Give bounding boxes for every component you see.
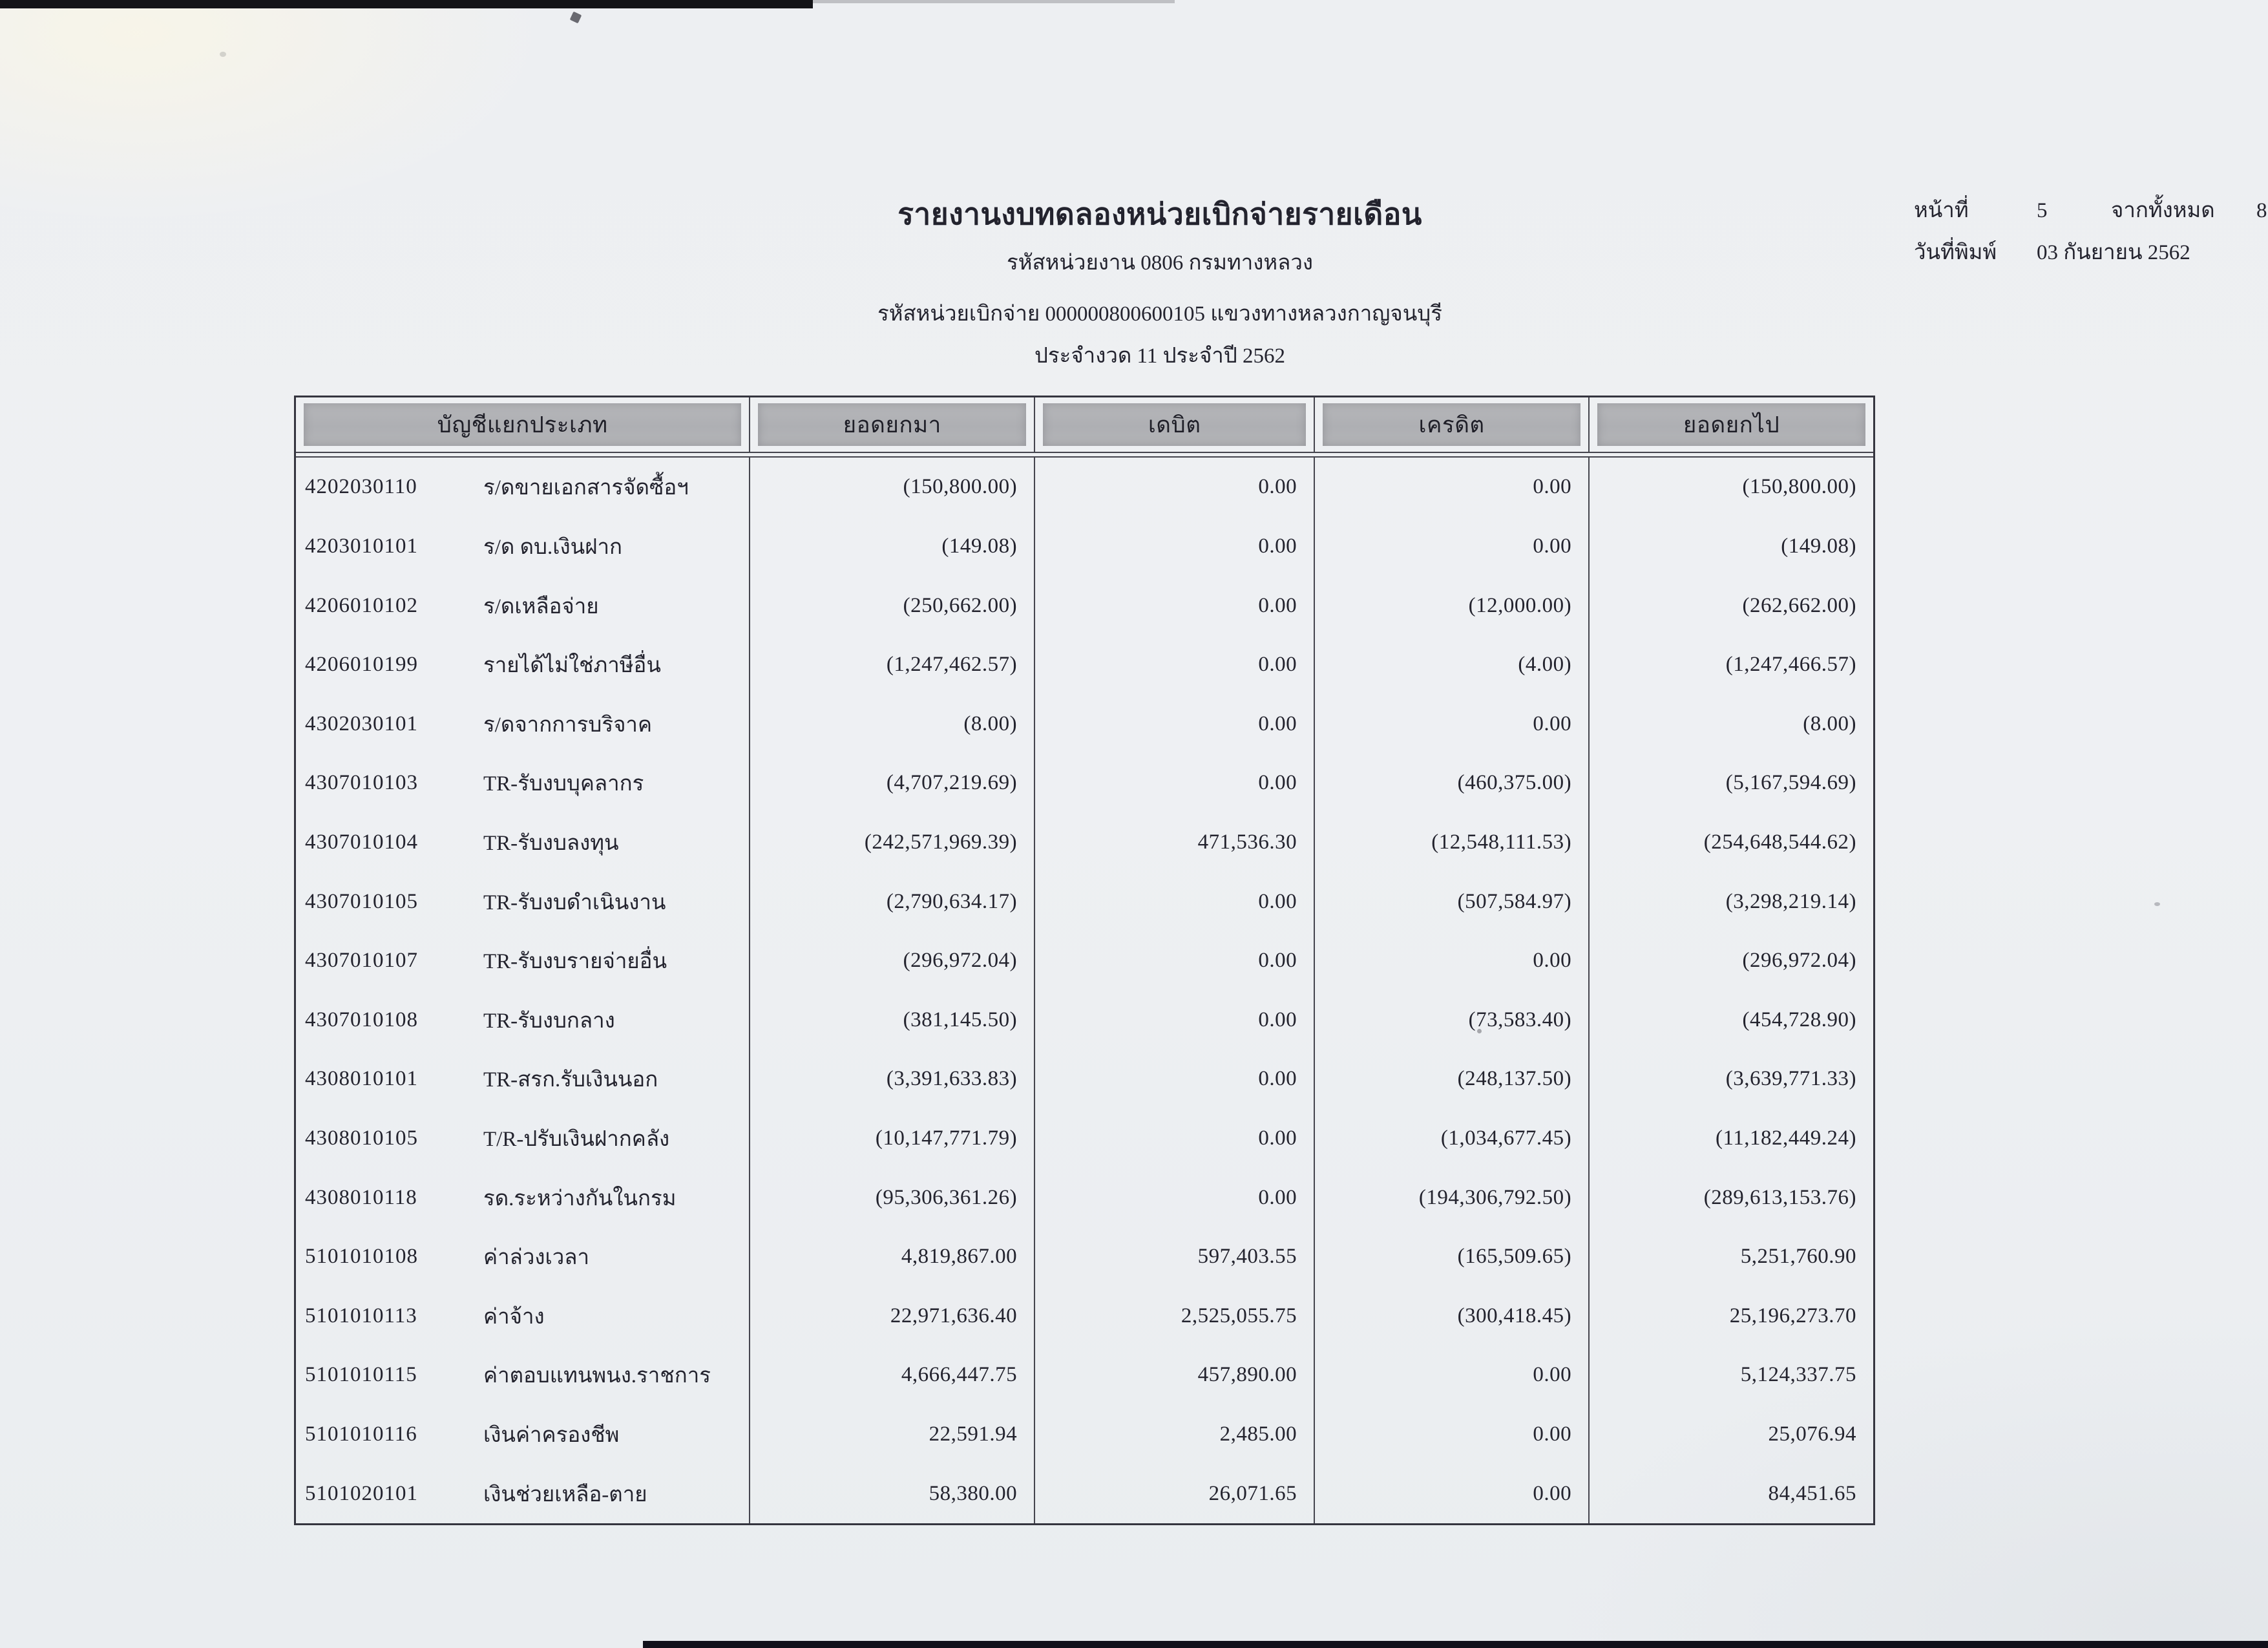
account-code: 5101010113 — [305, 1304, 417, 1327]
credit-cell: (300,418.45) — [1315, 1287, 1590, 1346]
credit-cell: (460,375.00) — [1315, 754, 1590, 813]
account-code: 4307010103 — [305, 771, 418, 795]
account-name: เงินค่าครองชีพ — [483, 1424, 620, 1448]
report-title: รายงานงบทดลองหน่วยเบิกจ่ายรายเดือน — [898, 198, 1422, 231]
page-label: หน้าที่ — [1914, 199, 1969, 222]
debit-cell: 0.00 — [1035, 931, 1315, 991]
column-header-balance — [1590, 397, 1873, 452]
page-info-block — [1914, 193, 2267, 277]
account-code: 4307010108 — [305, 1008, 418, 1031]
trial-balance-table — [294, 396, 1875, 1525]
account-name: TR-รับงบดำเนินงาน — [483, 891, 666, 914]
debit-cell: 0.00 — [1035, 576, 1315, 635]
table-row — [296, 635, 1873, 695]
print-date-label: วันที่พิมพ์ — [1914, 241, 1997, 264]
carry-forward-cell: (242,571,969.39) — [750, 813, 1035, 872]
balance-cell: 25,076.94 — [1768, 1422, 1857, 1446]
disbursement-unit-line: รหัสหน่วยเบิกจ่าย 000000800600105 แขวงทางหลวงกาญจนบุรี — [877, 302, 1442, 326]
account-cell — [296, 1227, 750, 1287]
account-code: 4203010101 — [305, 534, 418, 558]
total-pages-label: จากทั้งหมด — [2111, 199, 2215, 222]
column-header-carry-forward — [750, 397, 1035, 452]
table-row — [296, 517, 1873, 576]
column-header-balance-label: ยอดยกไป — [1597, 403, 1865, 446]
header-double-rule — [296, 453, 1873, 458]
balance-cell: 84,451.65 — [1768, 1481, 1857, 1505]
table-row — [296, 576, 1873, 635]
carry-forward-cell: (149.08) — [750, 517, 1035, 576]
account-code: 5101010116 — [305, 1422, 417, 1446]
account-code: 4308010105 — [305, 1126, 418, 1150]
account-name: TR-รับงบบุคลากร — [483, 772, 644, 796]
debit-cell: 26,071.65 — [1035, 1464, 1315, 1523]
scan-speck — [220, 52, 226, 57]
credit-cell: 0.00 — [1315, 1464, 1590, 1523]
column-header-credit — [1315, 397, 1590, 452]
account-code: 5101020101 — [305, 1481, 418, 1505]
debit-cell: 457,890.00 — [1035, 1346, 1315, 1405]
account-name: TR-รับงบรายจ่ายอื่น — [483, 950, 667, 974]
account-cell — [296, 1346, 750, 1405]
credit-cell: (73,583.40) — [1315, 990, 1590, 1050]
column-header-debit-label: เดบิต — [1043, 403, 1306, 446]
account-name: ร/ดขายเอกสารจัดซื้อฯ — [483, 476, 689, 500]
print-date-row — [1914, 235, 2267, 269]
account-name: รด.ระหว่างกันในกรม — [483, 1187, 677, 1210]
account-name: ร/ด ดบ.เงินฝาก — [483, 535, 622, 559]
carry-forward-cell: (4,707,219.69) — [750, 754, 1035, 813]
carry-forward-cell: 22,591.94 — [750, 1405, 1035, 1464]
credit-cell: (194,306,792.50) — [1315, 1168, 1590, 1227]
credit-cell: 0.00 — [1315, 1346, 1590, 1405]
account-code: 5101010115 — [305, 1363, 417, 1387]
carry-forward-cell: (3,391,633.83) — [750, 1050, 1035, 1109]
carry-forward-cell: (8.00) — [750, 694, 1035, 754]
balance-cell: 25,196,273.70 — [1729, 1304, 1857, 1327]
debit-cell: 0.00 — [1035, 458, 1315, 517]
table-row — [296, 754, 1873, 813]
balance-cell: (11,182,449.24) — [1716, 1126, 1857, 1150]
account-name: เงินช่วยเหลือ-ตาย — [483, 1483, 647, 1506]
account-cell — [296, 1168, 750, 1227]
balance-cell: (254,648,544.62) — [1703, 830, 1857, 854]
account-cell — [296, 635, 750, 695]
column-header-debit — [1035, 397, 1315, 452]
account-cell — [296, 694, 750, 754]
table-row — [296, 813, 1873, 872]
page-number-row — [1914, 193, 2267, 227]
account-cell — [296, 576, 750, 635]
account-cell — [296, 931, 750, 991]
account-name: ร/ดเหลือจ่าย — [483, 595, 599, 618]
debit-cell: 0.00 — [1035, 694, 1315, 754]
table-row — [296, 694, 1873, 754]
period-line: ประจำงวด 11 ประจำปี 2562 — [1034, 344, 1286, 368]
carry-forward-cell: 4,666,447.75 — [750, 1346, 1035, 1405]
table-row — [296, 990, 1873, 1050]
account-code: 4307010104 — [305, 830, 418, 854]
account-cell — [296, 1109, 750, 1168]
account-code: 4308010101 — [305, 1067, 418, 1091]
page-number: 5 — [2037, 199, 2048, 222]
balance-cell: (3,298,219.14) — [1725, 889, 1857, 913]
account-name: ร/ดจากการบริจาค — [483, 713, 653, 737]
scanner-edge-top — [0, 0, 813, 8]
account-cell — [296, 517, 750, 576]
table-row — [296, 1227, 1873, 1287]
balance-cell: (296,972.04) — [1742, 949, 1857, 973]
table-row — [296, 458, 1873, 517]
account-code: 4307010105 — [305, 889, 418, 913]
account-name: TR-รับงบกลาง — [483, 1009, 615, 1033]
credit-cell: (1,034,677.45) — [1315, 1109, 1590, 1168]
debit-cell: 0.00 — [1035, 990, 1315, 1050]
table-row — [296, 1168, 1873, 1227]
balance-cell: (5,167,594.69) — [1725, 771, 1857, 795]
credit-cell: 0.00 — [1315, 1405, 1590, 1464]
account-code: 5101010108 — [305, 1245, 418, 1269]
carry-forward-cell: (2,790,634.17) — [750, 872, 1035, 931]
account-code: 4206010199 — [305, 653, 418, 677]
table-body — [296, 458, 1873, 1523]
account-cell — [296, 458, 750, 517]
credit-cell: (248,137.50) — [1315, 1050, 1590, 1109]
debit-cell: 2,525,055.75 — [1035, 1287, 1315, 1346]
carry-forward-cell: (10,147,771.79) — [750, 1109, 1035, 1168]
account-name: T/R-ปรับเงินฝากคลัง — [483, 1128, 670, 1151]
table-row — [296, 872, 1873, 931]
debit-cell: 2,485.00 — [1035, 1405, 1315, 1464]
column-header-account-label: บัญชีแยกประเภท — [304, 403, 741, 446]
balance-cell: (454,728.90) — [1742, 1008, 1857, 1031]
carry-forward-cell: (150,800.00) — [750, 458, 1035, 517]
column-header-carry-forward-label: ยอดยกมา — [758, 403, 1026, 446]
debit-cell: 0.00 — [1035, 1050, 1315, 1109]
account-code: 4302030101 — [305, 712, 418, 735]
balance-cell: (289,613,153.76) — [1703, 1185, 1857, 1209]
credit-cell: 0.00 — [1315, 517, 1590, 576]
debit-cell: 0.00 — [1035, 754, 1315, 813]
carry-forward-cell: 4,819,867.00 — [750, 1227, 1035, 1287]
debit-cell: 597,403.55 — [1035, 1227, 1315, 1287]
balance-cell: (150,800.00) — [1742, 475, 1857, 499]
table-row — [296, 1109, 1873, 1168]
balance-cell: (8.00) — [1803, 712, 1857, 735]
account-cell — [296, 1405, 750, 1464]
credit-cell: (507,584.97) — [1315, 872, 1590, 931]
table-row — [296, 1464, 1873, 1523]
table-row — [296, 1287, 1873, 1346]
account-code: 4307010107 — [305, 949, 418, 973]
account-cell — [296, 990, 750, 1050]
account-cell — [296, 1287, 750, 1346]
carry-forward-cell: (1,247,462.57) — [750, 635, 1035, 695]
account-cell — [296, 813, 750, 872]
balance-cell: (1,247,466.57) — [1725, 653, 1857, 677]
credit-cell: 0.00 — [1315, 931, 1590, 991]
balance-cell: 5,124,337.75 — [1740, 1363, 1857, 1387]
table-row — [296, 1050, 1873, 1109]
debit-cell: 0.00 — [1035, 872, 1315, 931]
carry-forward-cell: (381,145.50) — [750, 990, 1035, 1050]
debit-cell: 0.00 — [1035, 517, 1315, 576]
account-cell — [296, 1050, 750, 1109]
account-name: รายได้ไม่ใช่ภาษีอื่น — [483, 654, 661, 678]
balance-cell: (262,662.00) — [1742, 593, 1857, 617]
balance-cell: (149.08) — [1781, 534, 1857, 558]
table-row — [296, 1346, 1873, 1405]
carry-forward-cell: (95,306,361.26) — [750, 1168, 1035, 1227]
table-row — [296, 931, 1873, 991]
credit-cell: 0.00 — [1315, 694, 1590, 754]
credit-cell: (165,509.65) — [1315, 1227, 1590, 1287]
carry-forward-cell: 22,971,636.40 — [750, 1287, 1035, 1346]
carry-forward-cell: (296,972.04) — [750, 931, 1035, 991]
account-name: TR-สรก.รับเงินนอก — [483, 1068, 658, 1092]
credit-cell: 0.00 — [1315, 458, 1590, 517]
debit-cell: 0.00 — [1035, 1168, 1315, 1227]
account-cell — [296, 872, 750, 931]
agency-code-line: รหัสหน่วยงาน 0806 กรมทางหลวง — [1007, 251, 1313, 275]
table-header-row — [296, 397, 1873, 453]
print-date: 03 กันยายน 2562 — [2037, 241, 2190, 264]
balance-cell: 5,251,760.90 — [1740, 1245, 1857, 1269]
account-name: TR-รับงบลงทุน — [483, 831, 619, 855]
account-name: ค่าล่วงเวลา — [483, 1246, 590, 1270]
account-name: ค่าจ้าง — [483, 1305, 545, 1329]
credit-cell: (12,548,111.53) — [1315, 813, 1590, 872]
account-cell — [296, 1464, 750, 1523]
table-row — [296, 1405, 1873, 1464]
debit-cell: 471,536.30 — [1035, 813, 1315, 872]
account-code: 4202030110 — [305, 475, 417, 499]
debit-cell: 0.00 — [1035, 635, 1315, 695]
scan-speck — [570, 12, 582, 24]
scanner-edge-bottom — [643, 1641, 2268, 1648]
carry-forward-cell: 58,380.00 — [750, 1464, 1035, 1523]
account-code: 4308010118 — [305, 1185, 417, 1209]
credit-cell: (12,000.00) — [1315, 576, 1590, 635]
account-code: 4206010102 — [305, 593, 418, 617]
scan-speck — [2154, 902, 2160, 906]
total-pages: 8 — [2256, 199, 2267, 222]
debit-cell: 0.00 — [1035, 1109, 1315, 1168]
column-header-account — [296, 397, 750, 452]
column-header-credit-label: เครดิต — [1323, 403, 1580, 446]
balance-cell: (3,639,771.33) — [1725, 1067, 1857, 1091]
account-cell — [296, 754, 750, 813]
carry-forward-cell: (250,662.00) — [750, 576, 1035, 635]
credit-cell: (4.00) — [1315, 635, 1590, 695]
scanner-edge-top-faint — [813, 0, 1175, 3]
account-name: ค่าตอบแทนพนง.ราชการ — [483, 1364, 711, 1388]
